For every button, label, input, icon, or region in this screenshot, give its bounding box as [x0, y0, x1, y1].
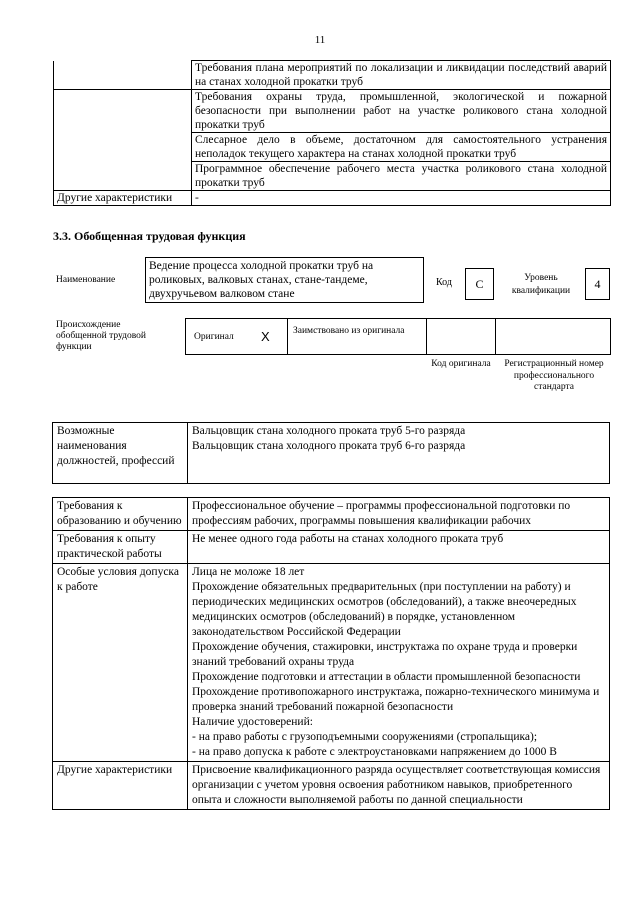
origin-box	[185, 318, 611, 355]
code-value: С	[465, 268, 494, 300]
name-label: Наименование	[56, 275, 116, 285]
function-name: Ведение процесса холодной прокатки труб на роликовых, валковых станах, стане-тандеме, двухручьевом валковом стане	[145, 257, 424, 303]
row-value	[188, 498, 610, 531]
positions-value	[188, 423, 610, 484]
divider	[287, 319, 288, 354]
row-line: - на право допуска к работе с электроустановками напряжением до 1000 В	[192, 746, 557, 758]
table-row	[53, 762, 610, 810]
row-line: Присвоение квалификационного разряда осуществляет соответствующая комиссия организации с учетом уровня освоения работником навыков, приобретенного опыта и сложности выполняемой работы по данной специальности	[192, 764, 601, 806]
row-line: - на право работы с грузоподъемными сооружениями (стропальщика);	[192, 731, 538, 743]
original-mark: X	[261, 329, 270, 344]
row-label	[54, 90, 192, 133]
row-line: Не менее одного года работы на станах холодного проката труб	[192, 533, 504, 545]
table-row	[54, 162, 611, 191]
table-row	[53, 498, 610, 531]
position-item: Вальцовщик стана холодного проката труб 5-го разряда	[192, 425, 466, 437]
requirements-table	[52, 497, 610, 810]
row-value: Слесарное дело в объеме, достаточном для самостоятельного устранения неполадок текущего характера на станах холодной прокатки труб	[192, 133, 611, 162]
row-line: Прохождение подготовки и аттестации в области промышленной безопасности	[192, 671, 581, 683]
table-row	[53, 564, 610, 762]
row-label: Особые условия допуска к работе	[53, 564, 188, 762]
row-value: -	[192, 191, 611, 206]
table-row	[54, 133, 611, 162]
row-line: Прохождение противопожарного инструктажа, пожарно-технического минимума и проверка знаний требований пожарной безопасности	[192, 686, 600, 713]
row-label: Другие характеристики	[54, 191, 192, 206]
row-label	[54, 162, 192, 191]
reg-caption: Регистрационный номер профессионального стандарта	[504, 359, 604, 392]
table-row	[54, 61, 611, 90]
table-row	[53, 423, 610, 484]
row-line: Прохождение обязательных предварительных (при поступлении на работу) и периодических медицинских осмотров (обследований), а также внеочередных медицинских осмотров (обследований) в порядке, установленном законодательством Российской Федерации	[192, 581, 577, 638]
row-label: Другие характеристики	[53, 762, 188, 810]
row-line: Наличие удостоверений:	[192, 716, 313, 728]
origin-label: Происхождение обобщенной трудовой функции	[56, 320, 146, 352]
row-value: Требования охраны труда, промышленной, экологической и пожарной безопасности при выполнении работ на участке роликового стана холодной прокатки труб	[192, 90, 611, 133]
row-line: Прохождение обучения, стажировки, инструктажа по охране труда и проверки знаний требований охраны труда	[192, 641, 578, 668]
row-value: Программное обеспечение рабочего места участка роликового стана холодной прокатки труб	[192, 162, 611, 191]
row-value	[188, 762, 610, 810]
divider	[426, 319, 427, 354]
positions-label: Возможные наименования должностей, профессий	[53, 423, 188, 484]
level-value: 4	[585, 268, 610, 300]
positions-table	[52, 422, 610, 484]
borrowed-label: Заимствовано из оригинала	[293, 326, 405, 336]
page-number: 11	[314, 34, 326, 46]
code-label: Код	[436, 277, 452, 288]
row-label: Требования к образованию и обучению	[53, 498, 188, 531]
row-label: Требования к опыту практической работы	[53, 531, 188, 564]
table-row	[54, 191, 611, 206]
row-label	[54, 133, 192, 162]
divider	[495, 319, 496, 354]
row-label	[54, 61, 192, 90]
table-row	[53, 531, 610, 564]
code-caption: Код оригинала	[431, 359, 491, 369]
row-value	[188, 531, 610, 564]
section-heading: 3.3. Обобщенная трудовая функция	[53, 229, 246, 243]
row-line: Профессиональное обучение – программы профессиональной подготовки по профессиям рабочих, программы повышения квалификации рабочих	[192, 500, 571, 527]
row-line: Лица не моложе 18 лет	[192, 566, 305, 578]
row-value	[188, 564, 610, 762]
position-item: Вальцовщик стана холодного проката труб 6-го разряда	[192, 440, 466, 452]
knowledge-table	[53, 60, 611, 206]
table-row	[54, 90, 611, 133]
level-label: Уровень квалификации	[511, 273, 571, 296]
row-value: Требования плана мероприятий по локализации и ликвидации последствий аварий на станах холодной прокатки труб	[192, 61, 611, 90]
original-label: Оригинал	[194, 332, 234, 342]
